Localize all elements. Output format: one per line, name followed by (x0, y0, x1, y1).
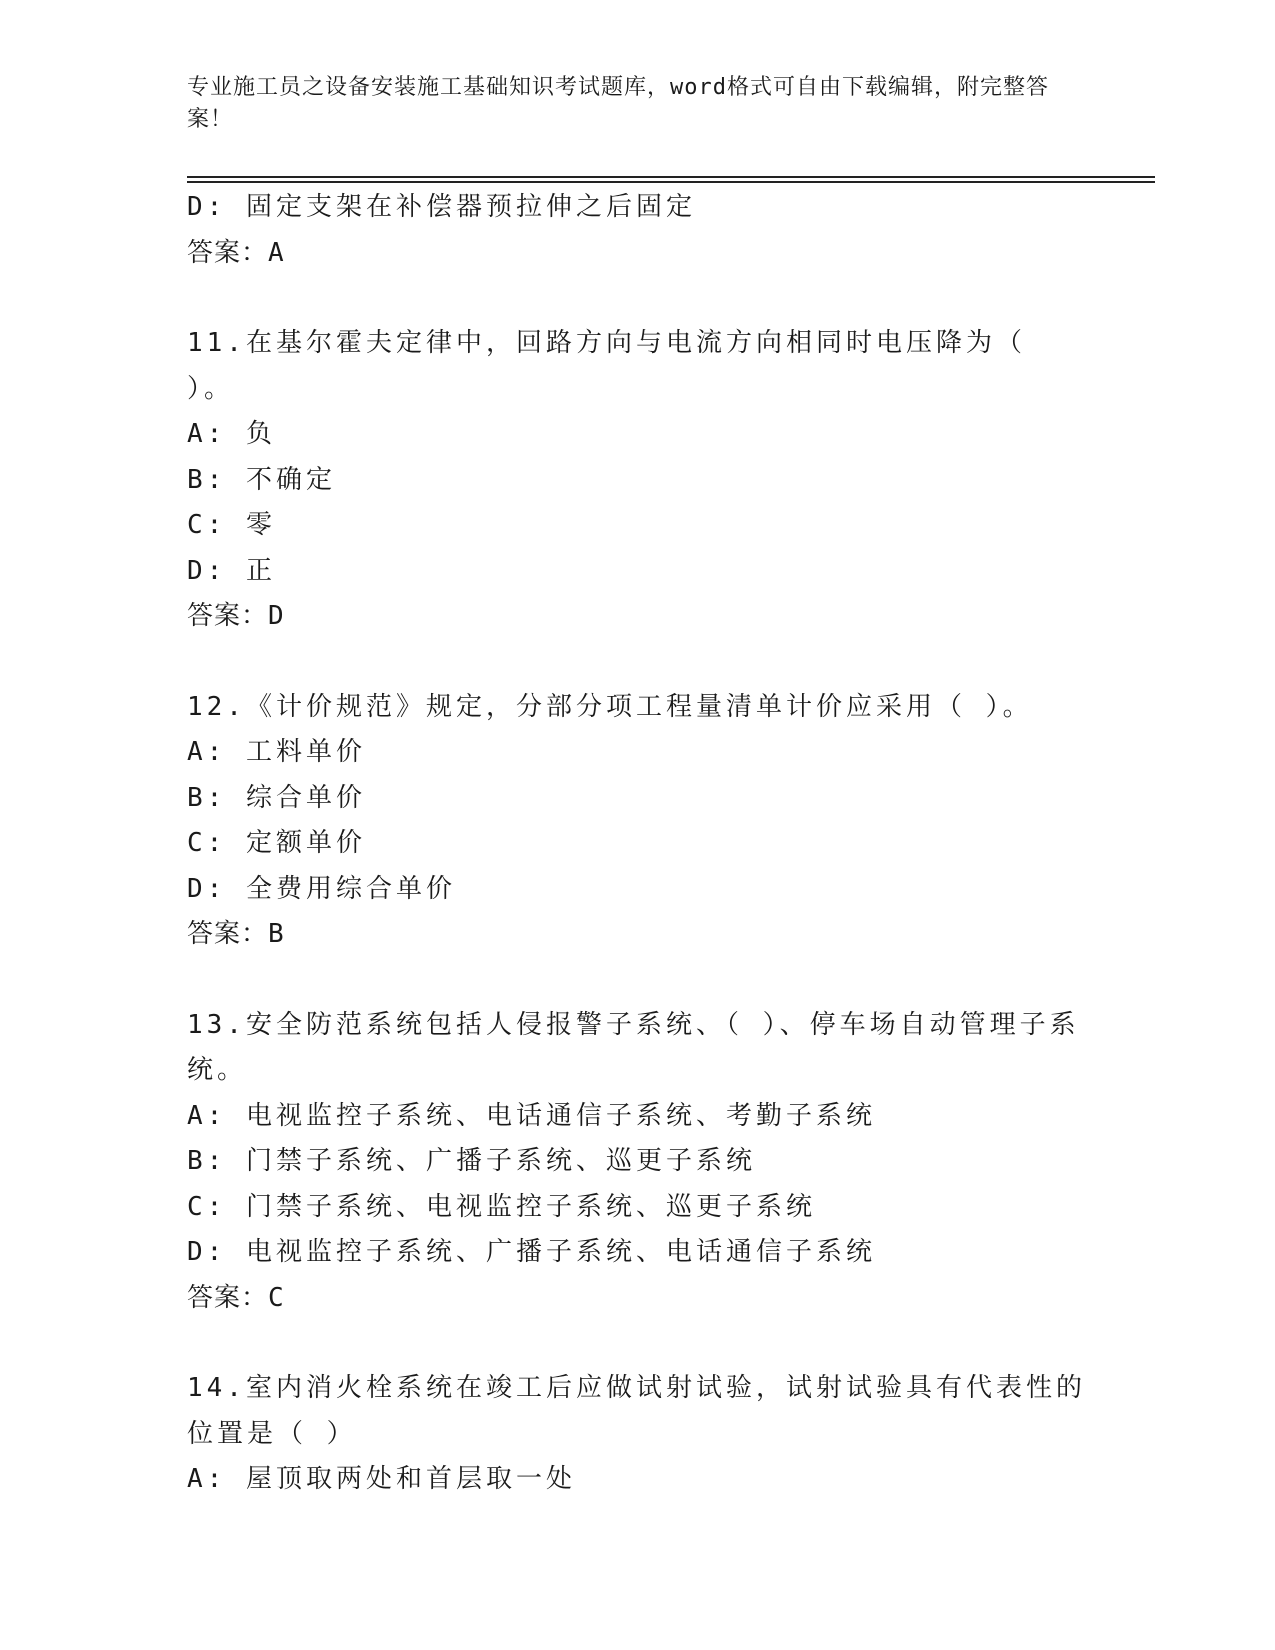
question-13 (187, 1003, 1087, 1322)
option-b: B: 门禁子系统、广播子系统、巡更子系统 (187, 1146, 756, 1176)
question-stem: 12.《计价规范》规定，分部分项工程量清单计价应采用（ ）。 (187, 691, 1033, 722)
answer: 答案：A (187, 237, 285, 268)
question-stem: 13.安全防范系统包括人侵报警子系统、（ ）、停车场自动管理子系统。 (187, 1009, 1080, 1085)
header-divider-bottom (187, 181, 1155, 183)
option-d: D: 固定支架在补偿器预拉伸之后固定 (187, 192, 696, 222)
option-a: A: 负 (187, 419, 276, 449)
header-divider-top (187, 176, 1155, 178)
question-stem: 11.在基尔霍夫定律中，回路方向与电流方向相同时电压降为（ ）。 (187, 328, 1046, 404)
option-d: D: 全费用综合单价 (187, 873, 456, 904)
option-a: A: 电视监控子系统、电话通信子系统、考勤子系统 (187, 1100, 876, 1131)
option-a: A: 工料单价 (187, 737, 366, 767)
option-a: A: 屋顶取两处和首层取一处 (187, 1464, 576, 1494)
option-c: C: 门禁子系统、电视监控子系统、巡更子系统 (187, 1191, 816, 1222)
option-b: B: 不确定 (187, 464, 336, 495)
question-stem: 14.室内消火栓系统在竣工后应做试射试验，试射试验具有代表性的位置是（ ） (187, 1373, 1086, 1449)
question-14 (187, 1366, 1087, 1503)
question-list (187, 185, 1087, 1503)
option-d: D: 电视监控子系统、广播子系统、电话通信子系统 (187, 1237, 876, 1267)
option-d: D: 正 (187, 555, 276, 586)
option-b: B: 综合单价 (187, 782, 366, 813)
question-11 (187, 321, 1087, 640)
option-c: C: 零 (187, 510, 276, 540)
option-c: C: 定额单价 (187, 828, 366, 858)
answer: 答案：C (187, 1282, 285, 1313)
answer: 答案：D (187, 601, 285, 631)
question-12 (187, 685, 1087, 958)
answer: 答案：B (187, 919, 285, 949)
document-header: 专业施工员之设备安装施工基础知识考试题库，word格式可自由下载编辑，附完整答案！ (187, 75, 1049, 132)
